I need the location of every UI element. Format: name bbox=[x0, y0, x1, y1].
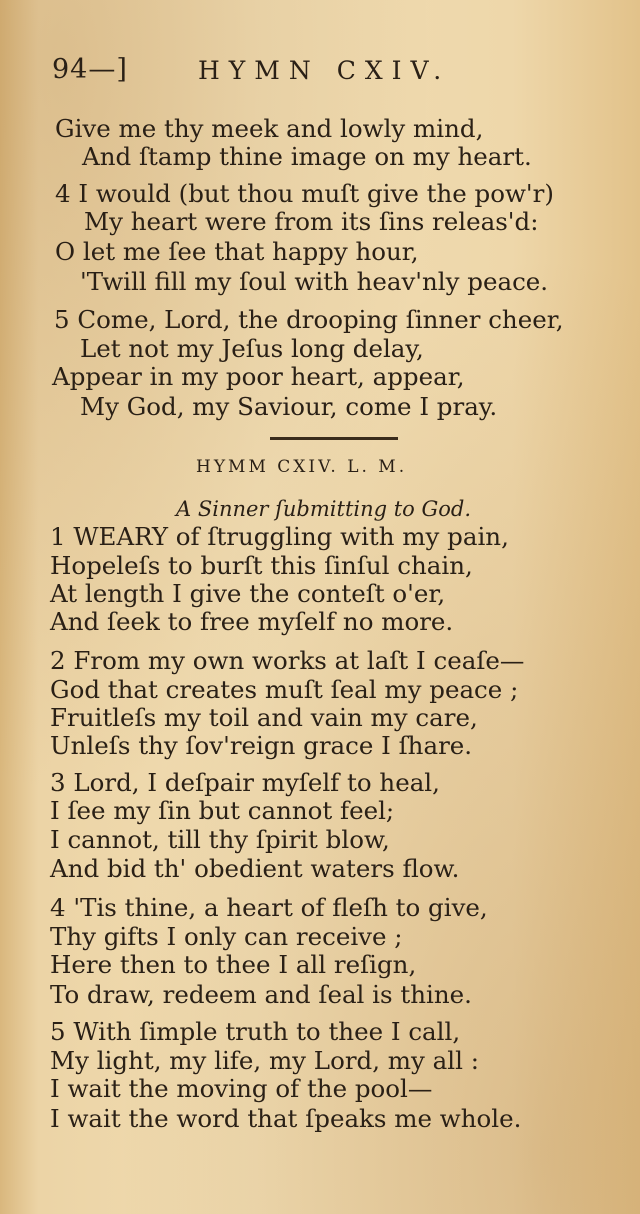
verse-line: 4 I would (but thou muſt give the pow'r) bbox=[55, 179, 554, 208]
verse-line: Fruitleſs my toil and vain my care, bbox=[50, 703, 478, 732]
verse-line: To draw, redeem and ſeal is thine. bbox=[50, 980, 472, 1009]
verse-line: I wait the moving of the pool— bbox=[50, 1074, 433, 1103]
verse-line: I wait the word that ſpeaks me whole. bbox=[50, 1104, 522, 1133]
verse-line: I ſee my ſin but cannot feel; bbox=[50, 796, 395, 825]
section-divider bbox=[270, 437, 398, 440]
verse-line: 2 From my own works at laſt I ceaſe— bbox=[50, 646, 525, 675]
verse-line: I cannot, till thy ſpirit blow, bbox=[50, 825, 390, 854]
verse-line: Give me thy meek and lowly mind, bbox=[55, 114, 484, 143]
verse-line: And bid th' obedient waters flow. bbox=[50, 854, 460, 883]
verse-line: Let not my Jeſus long delay, bbox=[80, 334, 424, 363]
verse-line: Appear in my poor heart, appear, bbox=[52, 362, 465, 391]
page-number: 94—] bbox=[52, 54, 128, 85]
verse-line: Hopeleſs to burſt this ſinſul chain, bbox=[50, 551, 473, 580]
verse-line: 5 Come, Lord, the drooping ſinner cheer, bbox=[54, 305, 564, 334]
verse-line: And ſtamp thine image on my heart. bbox=[82, 142, 532, 171]
verse-line: My light, my life, my Lord, my all : bbox=[50, 1046, 479, 1075]
verse-line: At length I give the conteſt o'er, bbox=[50, 579, 446, 608]
verse-line: My God, my Saviour, come I pray. bbox=[80, 392, 498, 421]
verse-line: 'Twill fill my ſoul with heav'nly peace. bbox=[80, 267, 549, 296]
verse-line: O let me ſee that happy hour, bbox=[55, 237, 419, 266]
hymn-subtitle: A Sinner ſubmitting to God. bbox=[176, 497, 472, 521]
verse-line: Unleſs thy ſov'reign grace I ſhare. bbox=[50, 731, 473, 760]
page-header bbox=[52, 54, 452, 94]
verse-line: 4 'Tis thine, a heart of fleſh to give, bbox=[50, 893, 488, 922]
verse-line: God that creates muſt ſeal my peace ; bbox=[50, 675, 519, 704]
running-title: HYMN CXIV. bbox=[198, 56, 451, 85]
verse-line: Thy gifts I only can receive ; bbox=[50, 922, 403, 951]
verse-line: Here then to thee I all reſign, bbox=[50, 950, 417, 979]
verse-line: 5 With ſimple truth to thee I call, bbox=[50, 1017, 461, 1046]
hymn-heading: HYMM CXIV. L. M. bbox=[196, 457, 408, 477]
verse-line: My heart were from its ſins releas'd: bbox=[84, 207, 539, 236]
verse-line: And ſeek to free myſelf no more. bbox=[50, 607, 454, 636]
verse-line: 3 Lord, I deſpair myſelf to heal, bbox=[50, 768, 440, 797]
verse-line: 1 WEARY of ſtruggling with my pain, bbox=[50, 522, 509, 551]
